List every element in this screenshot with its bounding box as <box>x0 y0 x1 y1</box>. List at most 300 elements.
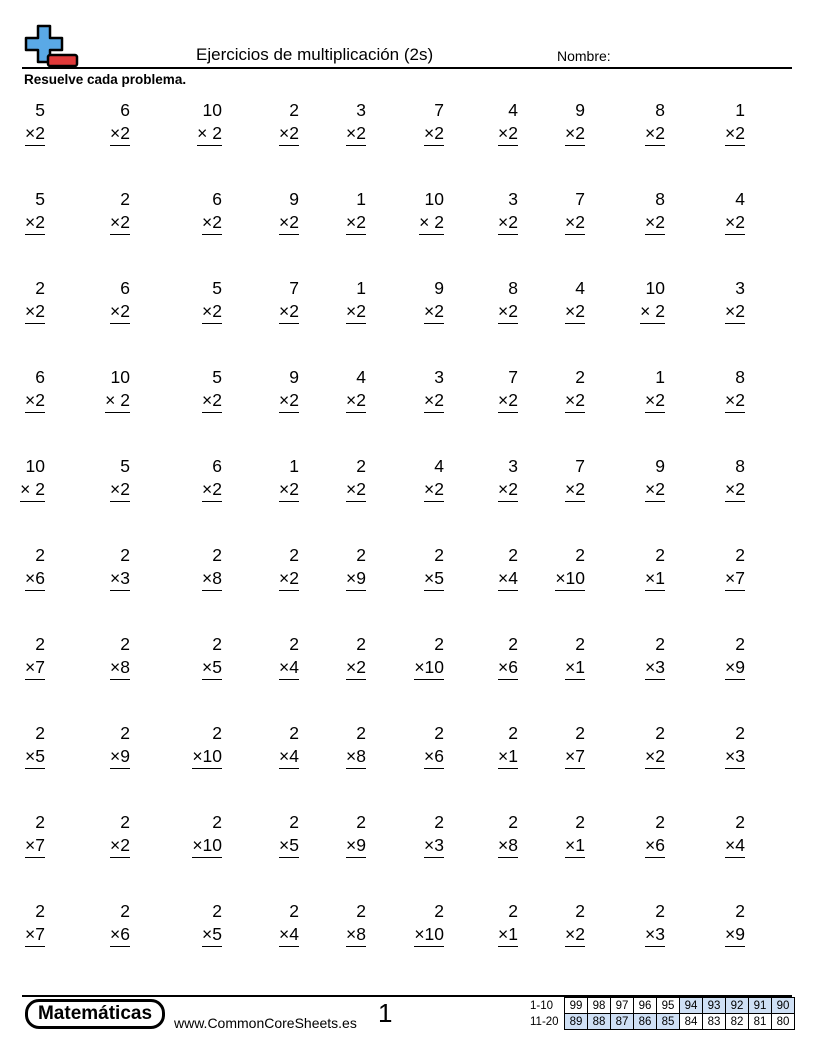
problem-multiplicand: 9 <box>575 100 585 120</box>
problem-multiplicand: 2 <box>35 634 45 654</box>
problem-multiplicand: 2 <box>575 367 585 387</box>
problem-multiplicand: 10 <box>424 189 444 209</box>
problem-multiplicand: 7 <box>575 456 585 476</box>
problem <box>525 636 585 686</box>
problem <box>162 191 222 241</box>
problem-multiplicand: 2 <box>434 634 444 654</box>
problem-multiplicand: 2 <box>508 901 518 921</box>
problem <box>458 903 518 953</box>
problem <box>70 458 130 508</box>
problem-multiplicand: 2 <box>120 901 130 921</box>
problem-multiplier: ×2 <box>279 481 299 502</box>
score-cell: 99 <box>565 998 588 1014</box>
problem-multiplier: ×2 <box>346 214 366 235</box>
problem-multiplier: ×2 <box>346 392 366 413</box>
problem <box>458 191 518 241</box>
problem-multiplier: ×2 <box>645 481 665 502</box>
problem-multiplier: ×8 <box>346 926 366 947</box>
problem-multiplicand: 2 <box>508 545 518 565</box>
problem <box>239 814 299 864</box>
problem-multiplier: ×2 <box>346 125 366 146</box>
problem-multiplicand: 2 <box>434 901 444 921</box>
problem-multiplicand: 2 <box>575 901 585 921</box>
problem-multiplicand: 2 <box>434 723 444 743</box>
problem-multiplicand: 1 <box>735 100 745 120</box>
problem-multiplier: ×4 <box>279 659 299 680</box>
brand-badge <box>25 999 165 1029</box>
problem <box>525 814 585 864</box>
problem-multiplier: ×2 <box>346 659 366 680</box>
score-cell: 85 <box>657 1014 680 1030</box>
problem-multiplier: ×2 <box>498 392 518 413</box>
problem-multiplicand: 6 <box>212 189 222 209</box>
problem-multiplier: ×1 <box>565 659 585 680</box>
problem-multiplier: ×2 <box>725 125 745 146</box>
problem <box>525 191 585 241</box>
problem-multiplicand: 2 <box>508 812 518 832</box>
score-row <box>528 998 795 1014</box>
score-cell: 87 <box>611 1014 634 1030</box>
problem <box>162 547 222 597</box>
problem-multiplier: ×2 <box>279 125 299 146</box>
problem-multiplier: × 2 <box>419 214 444 235</box>
problem-multiplier: ×4 <box>498 570 518 591</box>
problem <box>0 814 45 864</box>
problem-multiplicand: 2 <box>508 634 518 654</box>
problem <box>685 547 745 597</box>
problem <box>239 903 299 953</box>
problem-multiplier: ×8 <box>110 659 130 680</box>
score-cell: 82 <box>726 1014 749 1030</box>
site-url: www.CommonCoreSheets.es <box>174 1015 357 1031</box>
problem-multiplier: ×2 <box>424 481 444 502</box>
instructions: Resuelve cada problema. <box>24 72 187 87</box>
problem-multiplicand: 7 <box>289 278 299 298</box>
problem-multiplicand: 9 <box>289 367 299 387</box>
problem-multiplicand: 6 <box>120 278 130 298</box>
problem-multiplicand: 2 <box>575 634 585 654</box>
score-cell: 95 <box>657 998 680 1014</box>
problem <box>525 903 585 953</box>
problem-multiplicand: 4 <box>356 367 366 387</box>
problem-multiplier: ×7 <box>25 659 45 680</box>
problem <box>70 280 130 330</box>
problem-multiplier: ×1 <box>645 570 665 591</box>
problem-multiplicand: 7 <box>575 189 585 209</box>
problem-multiplier: ×8 <box>498 837 518 858</box>
problem-multiplicand: 6 <box>120 100 130 120</box>
problem-multiplicand: 8 <box>735 456 745 476</box>
problem-multiplicand: 1 <box>655 367 665 387</box>
problem-multiplicand: 2 <box>356 901 366 921</box>
score-row-label: 1-10 <box>530 999 554 1012</box>
problem-multiplicand: 2 <box>735 723 745 743</box>
problem-multiplier: ×5 <box>279 837 299 858</box>
problem-multiplier: ×2 <box>645 392 665 413</box>
problem-multiplicand: 2 <box>289 901 299 921</box>
problem-multiplicand: 10 <box>25 456 45 476</box>
problem-multiplier: ×2 <box>424 392 444 413</box>
problem-multiplicand: 5 <box>120 456 130 476</box>
problem-multiplicand: 2 <box>356 812 366 832</box>
score-cell: 84 <box>680 1014 703 1030</box>
problem-multiplier: ×2 <box>346 481 366 502</box>
problem-multiplier: ×6 <box>645 837 665 858</box>
problem <box>605 903 665 953</box>
problem-multiplicand: 2 <box>212 634 222 654</box>
problem <box>384 547 444 597</box>
problem-multiplicand: 2 <box>735 634 745 654</box>
problem-multiplier: ×2 <box>110 837 130 858</box>
problem <box>685 814 745 864</box>
problem <box>162 903 222 953</box>
problem-multiplicand: 2 <box>434 545 444 565</box>
problem-multiplier: × 2 <box>197 125 222 146</box>
problem <box>458 369 518 419</box>
problem-multiplicand: 2 <box>35 278 45 298</box>
problem-multiplicand: 2 <box>35 723 45 743</box>
problem-multiplier: ×2 <box>725 481 745 502</box>
problem <box>605 636 665 686</box>
problem <box>70 814 130 864</box>
problem-multiplicand: 2 <box>35 545 45 565</box>
problem-multiplicand: 2 <box>120 545 130 565</box>
problem-multiplier: ×9 <box>346 570 366 591</box>
score-cell: 83 <box>703 1014 726 1030</box>
problem-multiplier: ×2 <box>110 303 130 324</box>
problem-multiplier: ×9 <box>725 659 745 680</box>
problem <box>306 369 366 419</box>
problem-multiplicand: 6 <box>35 367 45 387</box>
problem <box>685 280 745 330</box>
problem-multiplicand: 4 <box>575 278 585 298</box>
problem <box>306 191 366 241</box>
problem-multiplier: ×6 <box>498 659 518 680</box>
problem-multiplier: ×9 <box>725 926 745 947</box>
problem <box>239 547 299 597</box>
problem-multiplier: ×2 <box>498 303 518 324</box>
problem <box>0 369 45 419</box>
problem <box>239 280 299 330</box>
problem-multiplicand: 2 <box>289 100 299 120</box>
problem-multiplicand: 3 <box>434 367 444 387</box>
problem <box>162 636 222 686</box>
problem-multiplicand: 9 <box>434 278 444 298</box>
problem-multiplier: ×6 <box>25 570 45 591</box>
problem-multiplicand: 5 <box>35 189 45 209</box>
problem-multiplicand: 2 <box>575 723 585 743</box>
problem-multiplicand: 2 <box>356 545 366 565</box>
problem-multiplier: ×8 <box>202 570 222 591</box>
problem-multiplier: ×2 <box>25 125 45 146</box>
problem <box>605 458 665 508</box>
problem-multiplier: ×2 <box>279 303 299 324</box>
problem-multiplier: ×5 <box>202 926 222 947</box>
problem-multiplier: ×2 <box>424 303 444 324</box>
problem-multiplicand: 1 <box>356 278 366 298</box>
problem-multiplier: ×2 <box>725 303 745 324</box>
problem <box>525 547 585 597</box>
problem <box>239 458 299 508</box>
problem-multiplicand: 2 <box>212 901 222 921</box>
problem-multiplicand: 2 <box>655 723 665 743</box>
problem <box>458 547 518 597</box>
problem-multiplicand: 2 <box>655 634 665 654</box>
problem <box>70 636 130 686</box>
problem-multiplicand: 9 <box>655 456 665 476</box>
problem-multiplier: ×2 <box>424 125 444 146</box>
problem-multiplicand: 5 <box>35 100 45 120</box>
problem-multiplicand: 2 <box>735 545 745 565</box>
problem-multiplier: ×9 <box>110 748 130 769</box>
problem <box>239 191 299 241</box>
problem <box>525 102 585 152</box>
problem <box>306 636 366 686</box>
problem-multiplicand: 1 <box>289 456 299 476</box>
problem-multiplicand: 3 <box>356 100 366 120</box>
problem <box>0 102 45 152</box>
brand-label: Matemáticas <box>37 1003 153 1024</box>
problem-multiplier: ×2 <box>202 392 222 413</box>
problem <box>384 369 444 419</box>
problem <box>306 814 366 864</box>
problem-multiplicand: 7 <box>434 100 444 120</box>
problem-multiplicand: 10 <box>110 367 130 387</box>
problem <box>70 369 130 419</box>
problem-multiplicand: 2 <box>655 545 665 565</box>
problem-multiplier: ×2 <box>346 303 366 324</box>
problem-multiplier: ×2 <box>565 392 585 413</box>
problem-multiplier: ×3 <box>424 837 444 858</box>
problem-multiplier: ×2 <box>725 392 745 413</box>
problem <box>306 725 366 775</box>
problem <box>605 814 665 864</box>
problem-multiplicand: 2 <box>35 812 45 832</box>
problem-multiplicand: 2 <box>735 812 745 832</box>
problem-multiplier: ×5 <box>424 570 444 591</box>
problem-multiplier: ×1 <box>565 837 585 858</box>
problem <box>685 903 745 953</box>
problem <box>0 725 45 775</box>
problem-multiplicand: 1 <box>356 189 366 209</box>
score-cell: 80 <box>772 1014 795 1030</box>
problem-multiplier: ×6 <box>424 748 444 769</box>
problem-multiplier: ×3 <box>110 570 130 591</box>
problem <box>306 903 366 953</box>
problem-multiplicand: 2 <box>35 901 45 921</box>
problem-multiplicand: 3 <box>508 456 518 476</box>
problem-multiplicand: 2 <box>120 812 130 832</box>
problem-multiplier: ×7 <box>25 837 45 858</box>
problem-multiplier: ×2 <box>565 303 585 324</box>
problem <box>525 280 585 330</box>
problem-multiplicand: 7 <box>508 367 518 387</box>
score-cell: 90 <box>772 998 795 1014</box>
score-cell: 97 <box>611 998 634 1014</box>
problem-multiplicand: 4 <box>508 100 518 120</box>
problem-multiplier: ×1 <box>498 748 518 769</box>
problem <box>239 725 299 775</box>
problem-multiplicand: 10 <box>202 100 222 120</box>
problem <box>458 280 518 330</box>
problem-multiplicand: 2 <box>655 812 665 832</box>
problem-multiplier: ×2 <box>202 214 222 235</box>
problem-multiplier: ×2 <box>645 748 665 769</box>
problem <box>0 191 45 241</box>
problem <box>306 547 366 597</box>
problem <box>685 369 745 419</box>
problem <box>458 636 518 686</box>
problem-multiplier: ×2 <box>110 214 130 235</box>
problem-multiplicand: 2 <box>289 545 299 565</box>
problem <box>384 102 444 152</box>
problem-multiplicand: 4 <box>434 456 444 476</box>
problem <box>685 725 745 775</box>
problem <box>239 369 299 419</box>
problem <box>384 725 444 775</box>
problem-multiplier: ×7 <box>565 748 585 769</box>
problem-multiplier: ×8 <box>346 748 366 769</box>
problem <box>162 814 222 864</box>
problem <box>605 547 665 597</box>
problem <box>605 725 665 775</box>
problem-multiplicand: 8 <box>735 367 745 387</box>
problem <box>605 191 665 241</box>
problem <box>0 547 45 597</box>
problem <box>239 102 299 152</box>
problem-multiplier: × 2 <box>20 481 45 502</box>
problem-multiplier: ×5 <box>202 659 222 680</box>
problem-multiplicand: 2 <box>356 723 366 743</box>
problem-multiplicand: 8 <box>655 100 665 120</box>
problem <box>458 458 518 508</box>
problem <box>70 725 130 775</box>
problem-multiplier: ×10 <box>192 837 222 858</box>
problem-multiplier: ×2 <box>645 214 665 235</box>
problem <box>384 814 444 864</box>
problem-multiplier: ×1 <box>498 926 518 947</box>
problem-multiplier: ×2 <box>25 303 45 324</box>
problem <box>0 636 45 686</box>
problem <box>306 280 366 330</box>
problem-multiplicand: 3 <box>508 189 518 209</box>
problem-multiplier: ×2 <box>110 481 130 502</box>
problem-multiplier: ×3 <box>725 748 745 769</box>
score-row-label: 11-20 <box>530 1015 559 1028</box>
problem-multiplier: ×5 <box>25 748 45 769</box>
problem-multiplicand: 5 <box>212 367 222 387</box>
page-title: Ejercicios de multiplicación (2s) <box>196 45 434 64</box>
page-number: 1 <box>378 998 393 1028</box>
problem <box>162 725 222 775</box>
problem <box>384 280 444 330</box>
problem-multiplier: ×2 <box>25 392 45 413</box>
problem <box>605 102 665 152</box>
problem-multiplier: × 2 <box>105 392 130 413</box>
problem-multiplicand: 2 <box>212 545 222 565</box>
problem <box>239 636 299 686</box>
problem-multiplicand: 10 <box>645 278 665 298</box>
score-cell: 92 <box>726 998 749 1014</box>
problem-multiplier: ×10 <box>192 748 222 769</box>
problem-multiplier: ×2 <box>498 481 518 502</box>
problem-multiplicand: 2 <box>289 634 299 654</box>
problem-multiplier: ×3 <box>645 659 665 680</box>
problem-multiplicand: 2 <box>735 901 745 921</box>
problem-multiplier: ×2 <box>565 125 585 146</box>
problem-multiplier: ×2 <box>498 214 518 235</box>
problem-multiplicand: 2 <box>356 634 366 654</box>
problem <box>525 725 585 775</box>
problem-multiplier: ×6 <box>110 926 130 947</box>
score-cell: 86 <box>634 1014 657 1030</box>
problem-multiplier: ×2 <box>565 926 585 947</box>
problem-multiplier: ×2 <box>565 481 585 502</box>
problem <box>685 102 745 152</box>
problem-multiplicand: 5 <box>212 278 222 298</box>
problem <box>162 280 222 330</box>
problem-multiplier: ×7 <box>725 570 745 591</box>
problem-multiplier: ×2 <box>725 214 745 235</box>
problem-multiplier: ×7 <box>25 926 45 947</box>
problem-multiplicand: 6 <box>212 456 222 476</box>
name-label: Nombre: <box>557 48 611 64</box>
problem <box>685 458 745 508</box>
problem-multiplicand: 2 <box>289 812 299 832</box>
problem-multiplier: ×2 <box>279 214 299 235</box>
problem <box>162 458 222 508</box>
problem-multiplicand: 4 <box>735 189 745 209</box>
problem <box>458 814 518 864</box>
problem <box>306 458 366 508</box>
problem-multiplicand: 2 <box>212 812 222 832</box>
problem-multiplier: ×9 <box>346 837 366 858</box>
problem-multiplier: ×2 <box>279 570 299 591</box>
problem <box>0 280 45 330</box>
problem-multiplier: ×2 <box>202 303 222 324</box>
problem-multiplier: ×10 <box>414 926 444 947</box>
problem-multiplier: ×2 <box>25 214 45 235</box>
score-cell: 93 <box>703 998 726 1014</box>
problem <box>605 369 665 419</box>
problem <box>0 903 45 953</box>
problem-multiplier: ×10 <box>555 570 585 591</box>
problem <box>162 102 222 152</box>
problem-multiplier: ×4 <box>279 926 299 947</box>
score-cell: 94 <box>680 998 703 1014</box>
score-cell: 88 <box>588 1014 611 1030</box>
problem-multiplicand: 2 <box>212 723 222 743</box>
problem <box>525 458 585 508</box>
problem-multiplicand: 2 <box>508 723 518 743</box>
problem-multiplicand: 2 <box>575 812 585 832</box>
problem <box>605 280 665 330</box>
problem <box>70 102 130 152</box>
problem <box>458 102 518 152</box>
problem <box>384 903 444 953</box>
problem <box>384 458 444 508</box>
problem-multiplicand: 9 <box>289 189 299 209</box>
problem <box>685 191 745 241</box>
problem-multiplier: ×3 <box>645 926 665 947</box>
problem-multiplier: ×2 <box>645 125 665 146</box>
score-cell: 89 <box>565 1014 588 1030</box>
problem-multiplicand: 2 <box>289 723 299 743</box>
problem-multiplier: ×2 <box>202 481 222 502</box>
problem <box>70 903 130 953</box>
problem <box>685 636 745 686</box>
problem-multiplicand: 3 <box>735 278 745 298</box>
